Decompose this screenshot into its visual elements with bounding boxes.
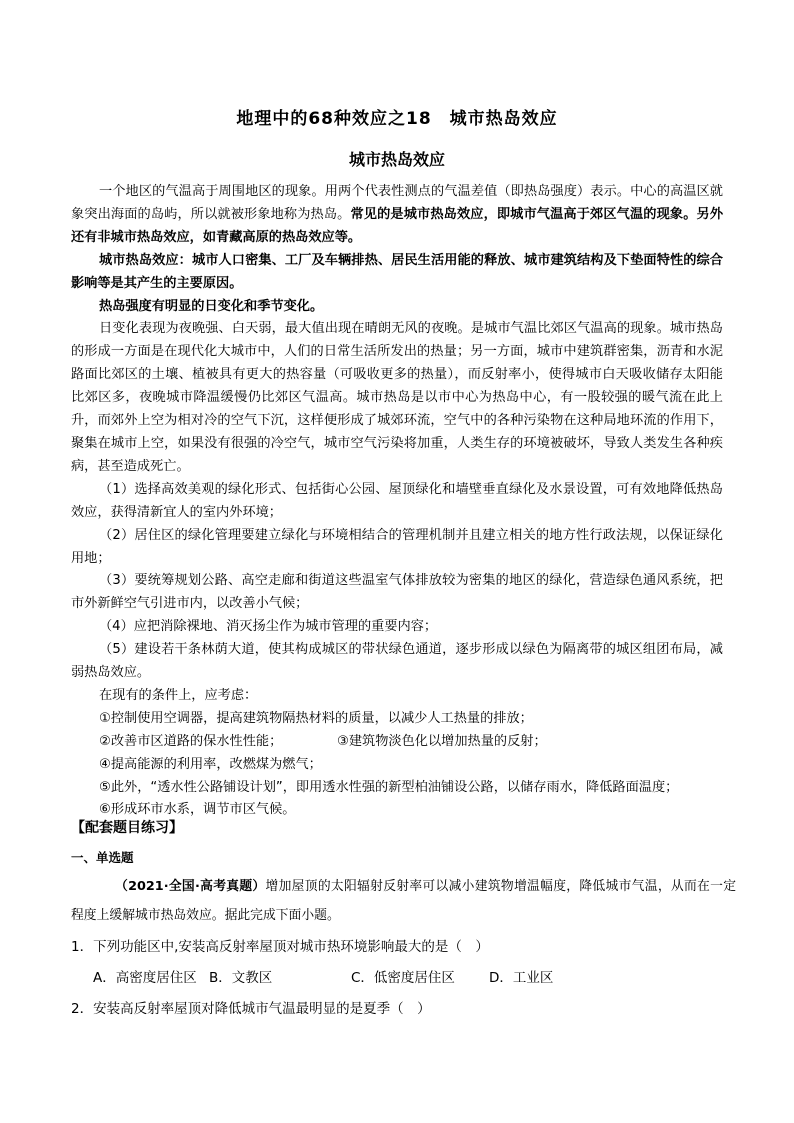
condition-item: ⑤此外，“透水性公路铺设计划”，即用透水性强的新型柏油铺设公路，以储存雨水，降低路面温度；	[99, 779, 679, 795]
question-context	[71, 872, 736, 930]
question-source: （2021·全国·高考真题）	[115, 879, 266, 894]
option-c: C．低密度居住区	[351, 970, 455, 986]
condition-item: ④提高能源的利用率，改燃煤为燃气；	[99, 756, 322, 772]
condition-item: ①控制使用空调器，提高建筑物隔热材料的质量，以减少人工热量的排放；	[99, 710, 533, 726]
measure-item: （1）选择高效美观的绿化形式、包括街心公园、屋顶绿化和墙壁垂直绿化及水景设置，可有效地降低热岛效应，获得清新宜人的室内外环境；	[71, 481, 723, 520]
question-type-heading: 一、单选题	[71, 850, 134, 865]
measure-item: （4）应把消除裸地、消灭扬尘作为城市管理的重要内容；	[99, 619, 438, 635]
condition-item: ⑥形成环市水系，调节市区气候。	[99, 802, 296, 818]
intro-normal-text: 一个地区的气温高于周围地区的现象。用两个代表性测点的气温差值（即热岛强度）表示。中心的高温区就象突出海面的岛屿，所以就被形象地称为热岛。	[71, 184, 723, 222]
condition-item: ③建筑物淡色化以增加热量的反射；	[337, 733, 547, 749]
daily-variation-paragraph: 日变化表现为夜晚强、白天弱，最大值出现在晴朗无风的夜晚。是城市气温比郊区气温高的现象。城市热岛的形成一方面是在现代化大城市中，人们的日常生活所发出的热量；另一方面，城市中建筑群密集，沥青和水泥路面比郊区的土壤、植被具有更大的热容量（可吸收更多的热量），而反射率小，使得城市白天吸收储存太阳能比郊区多，夜晚城市降温缓慢仍比郊区气温高。城市热岛是以市中心为热岛中心，有一股较强的暖气流在此上升，而郊外上空为相对冷的空气下沉，这样便形成了城郊环流，空气中的各种污染物在这种局地环流的作用下，聚集在城市上空，如果没有很强的冷空气，城市空气污染将加重，人类生存的环境被破坏，导致人类发生各种疾病，甚至造成死亡。	[71, 321, 723, 474]
question-1-options	[93, 966, 553, 986]
option-d: D．工业区	[489, 970, 554, 986]
conditions-intro: 在现有的条件上，应考虑：	[99, 687, 258, 703]
section-title: 城市热岛效应	[348, 150, 445, 169]
option-a: A．高密度居住区	[93, 970, 197, 986]
intro-paragraph	[71, 181, 723, 250]
option-b: B．文教区	[209, 970, 273, 986]
causes-paragraph: 城市热岛效应：城市人口密集、工厂及车辆排热、居民生活用能的释放、城市建筑结构及下垫面特性的综合影响等是其产生的主要原因。	[71, 252, 723, 291]
question-2: 2．安装高反射率屋顶对降低城市气温最明显的是夏季（ ）	[71, 1001, 431, 1017]
condition-row	[71, 731, 723, 754]
condition-item: ②改善市区道路的保水性性能；	[99, 733, 283, 749]
intro-bold-text: 常见的是城市热岛效应，即城市气温高于郊区气温的现象。另外还有非城市热岛效应，如青藏高原的热岛效应等。	[71, 206, 724, 245]
practice-heading: 【配套题目练习】	[71, 820, 183, 836]
document-title: 地理中的68种效应之18 城市热岛效应	[236, 109, 558, 129]
article-body	[71, 181, 723, 822]
question-1: 1．下列功能区中,安装高反射率屋顶对城市热环境影响最大的是（ ）	[71, 939, 489, 955]
measure-item: （3）要统筹规划公路、高空走廊和街道这些温室气体排放较为密集的地区的绿化，营造绿色通风系统，把市外新鲜空气引进市内，以改善小气候；	[71, 573, 723, 612]
measure-item: （5）建设若干条林荫大道，使其构成城区的带状绿色通道，逐步形成以绿色为隔离带的城区组团布局，减弱热岛效应。	[71, 642, 723, 681]
variation-paragraph: 热岛强度有明显的日变化和季节变化。	[99, 298, 324, 314]
question-context-text: 增加屋顶的太阳辐射反射率可以减小建筑物增温幅度，降低城市气温，从而在一定程度上缓解城市热岛效应。据此完成下面小题。	[71, 879, 736, 923]
measure-item: （2）居住区的绿化管理要建立绿化与环境相结合的管理机制并且建立相关的地方性行政法规，以保证绿化用地；	[71, 527, 723, 566]
